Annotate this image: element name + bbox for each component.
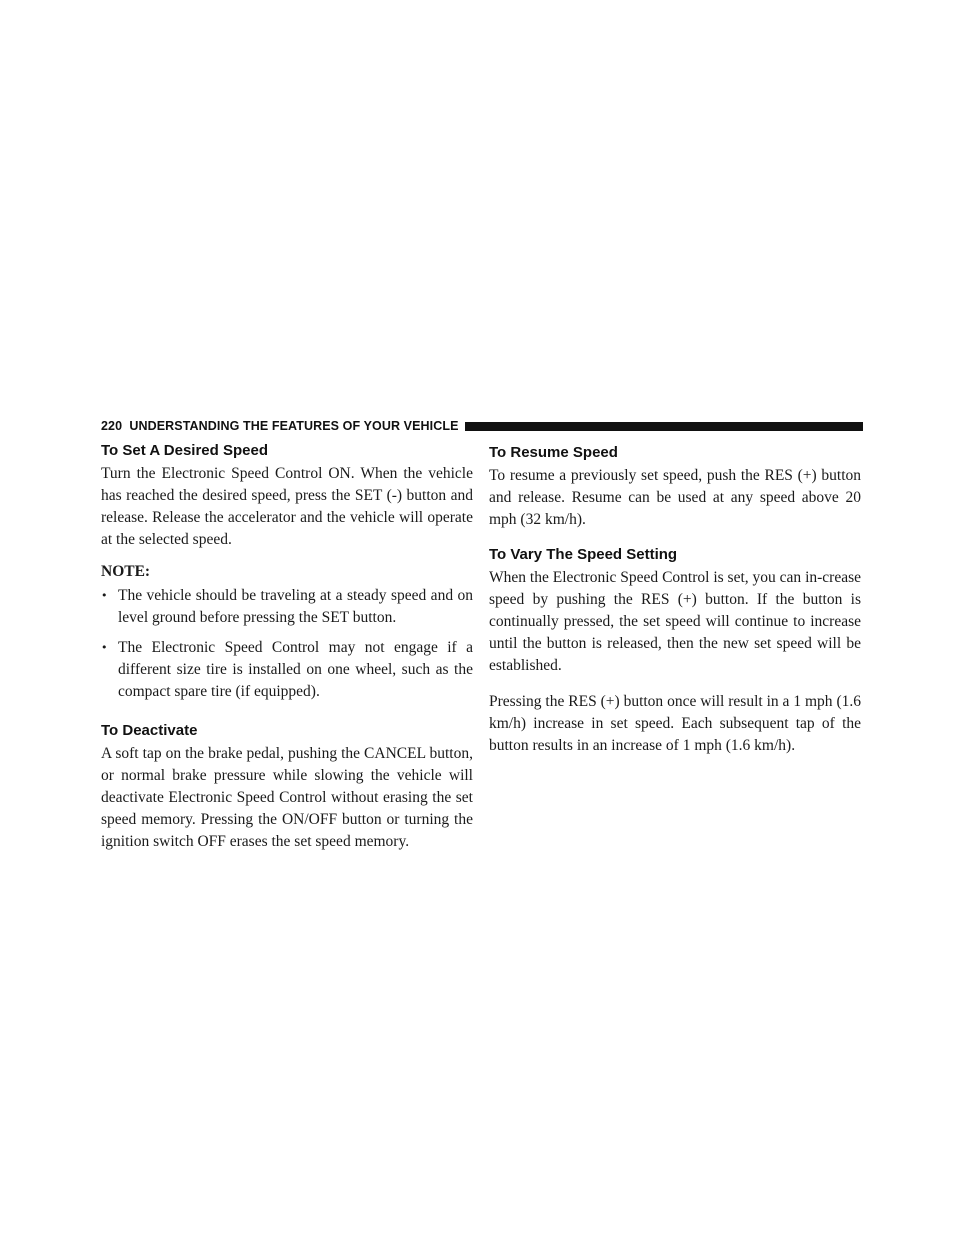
note-item	[101, 637, 473, 703]
bullet-icon: •	[101, 641, 108, 654]
page-header	[101, 418, 863, 434]
note-label: NOTE:	[101, 563, 151, 580]
note-item-text: The Electronic Speed Control may not engage if a different size tire is installed on one wheel, such as the compact spare tire (if equipped).	[118, 639, 473, 700]
vary-heading: To Vary The Speed Setting	[489, 546, 678, 563]
set-speed-heading: To Set A Desired Speed	[101, 442, 268, 459]
deactivate-heading: To Deactivate	[101, 722, 198, 739]
section-title: UNDERSTANDING THE FEATURES OF YOUR VEHICLE	[129, 419, 459, 433]
resume-heading: To Resume Speed	[489, 444, 618, 461]
vary-paragraph-2: Pressing the RES (+) button once will result in a 1 mph (1.6 km/h) increase in set speed. Each subsequent tap of the button results in an increase of 1 mph (1.6 km/h).	[489, 693, 861, 754]
set-speed-paragraph: Turn the Electronic Speed Control ON. When the vehicle has reached the desired speed, press the SET (-) button and release. Release the accelerator and the vehicle will operate at the selected speed.	[101, 465, 473, 548]
header-rule	[465, 422, 863, 431]
left-column	[101, 441, 473, 853]
deactivate-paragraph: A soft tap on the brake pedal, pushing the CANCEL button, or normal brake pressure while slowing the vehicle will deactivate Electronic Speed Control without erasing the set speed memory. Pressing the ON/OFF button or turning the ignition switch OFF erases the set speed memory.	[101, 745, 473, 850]
page-header-label	[101, 419, 465, 433]
vary-paragraph-1: When the Electronic Speed Control is set, you can in-crease speed by pushing the RES (+) button. If the button is continually pressed, the set speed will continue to increase until the button is released, then the new set speed will be established.	[489, 569, 861, 674]
bullet-icon: •	[101, 589, 108, 602]
right-column	[489, 443, 861, 757]
note-list	[101, 585, 473, 703]
note-item	[101, 585, 473, 629]
page-number: 220	[101, 419, 123, 433]
resume-paragraph: To resume a previously set speed, push the RES (+) button and release. Resume can be used at any speed above 20 mph (32 km/h).	[489, 467, 861, 528]
note-item-text: The vehicle should be traveling at a steady speed and on level ground before pressing the SET button.	[118, 587, 473, 626]
